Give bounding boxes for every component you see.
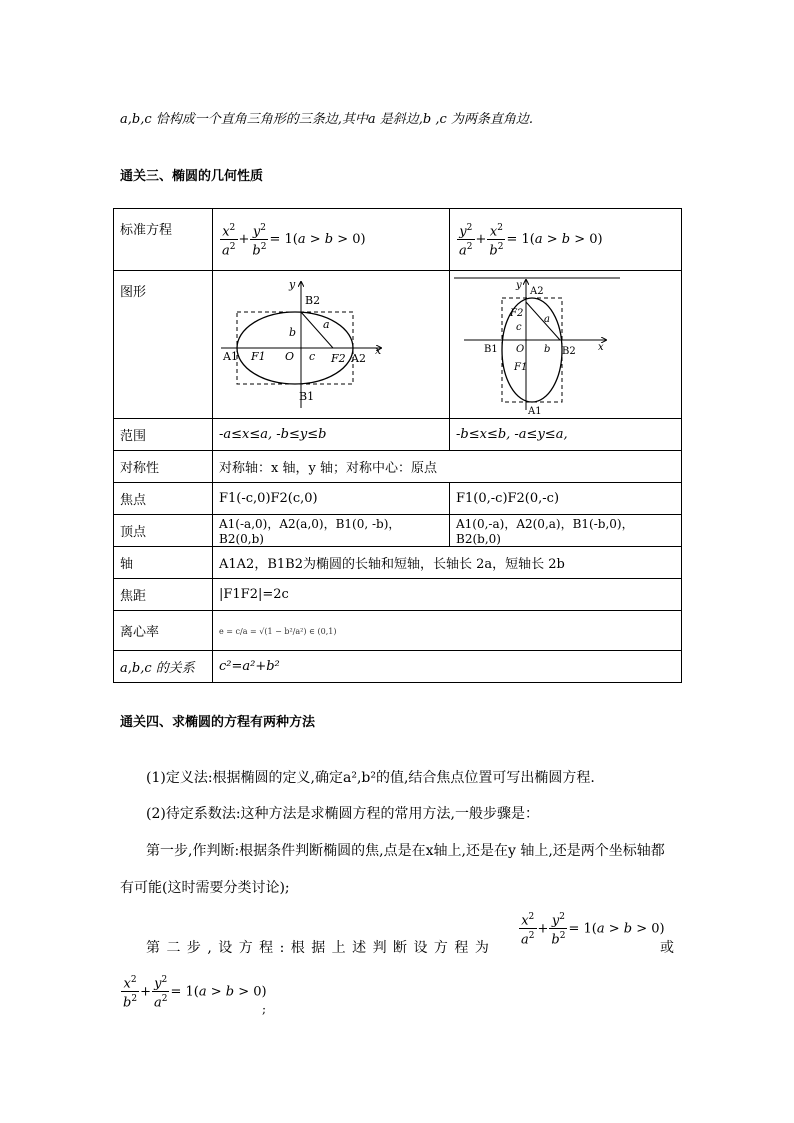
intro-line: a,b,c 恰构成一个直角三角形的三条边,其中a 是斜边,b ,c 为两条直角边. xyxy=(120,112,534,127)
step-2-or: 或 xyxy=(660,940,674,956)
fig1-label-b2: B2 xyxy=(305,293,321,307)
section-4-title: 通关四、求椭圆的方程有两种方法 xyxy=(120,715,316,730)
fig2-label-x: x xyxy=(598,341,604,353)
fig1-label-a: a xyxy=(323,317,330,331)
vertices-horizontal: A1(-a,0)，A2(a,0)，B1(0, -b)，B2(0,b) xyxy=(213,515,450,547)
method-1: (1)定义法:根据椭圆的定义,确定a²,b²的值,结合焦点位置可写出椭圆方程. xyxy=(146,770,595,786)
row-label: 轴 xyxy=(114,547,213,579)
fig2-label-b1: B1 xyxy=(484,343,498,355)
ellipse-properties-table xyxy=(113,208,682,683)
vertical-ellipse-figure xyxy=(450,272,680,418)
table-row xyxy=(114,483,682,515)
abc-relation-value: c²=a²+b² xyxy=(213,651,682,683)
eccentricity-value xyxy=(213,611,682,651)
table-row xyxy=(114,451,682,483)
axes-value: A1A2，B1B2为椭圆的长轴和短轴，长轴长 2a，短轴长 2b xyxy=(213,547,682,579)
fig1-label-y: y xyxy=(289,277,296,291)
table-row xyxy=(114,271,682,419)
foci-vertical: F1(0,-c)F2(0,-c) xyxy=(450,483,682,515)
eccentricity-formula: e = c/a = √(1 − b²/a²) ∈ (0,1) xyxy=(219,627,337,636)
step-2-equation-1: $\frac{x^2}{a^2}$ + $\frac{y^2}{b^2}$ = 1(a > b > 0) xyxy=(521,912,665,948)
fig2-label-f1: F1 xyxy=(514,361,528,373)
figure-horizontal-cell xyxy=(213,271,450,419)
fig2-label-o: O xyxy=(516,343,525,355)
method-2: (2)待定系数法:这种方法是求椭圆方程的常用方法,一般步骤是： xyxy=(146,806,539,822)
fig1-label-f2: F2 xyxy=(331,351,346,365)
row-label: 顶点 xyxy=(114,515,213,547)
fig2-label-c: c xyxy=(516,321,522,333)
table-row xyxy=(114,651,682,683)
table-row xyxy=(114,419,682,451)
equation-vertical: $\frac{y^2}{a^2}$ + $\frac{x^2}{b^2}$ = 1(a > b > 0) xyxy=(459,222,603,259)
fig2-label-a: a xyxy=(544,313,550,325)
fig2-label-a1: A1 xyxy=(528,405,542,417)
fig1-label-b1: B1 xyxy=(299,389,315,403)
equation-horizontal: $\frac{x^2}{a^2}$ + $\frac{y^2}{b^2}$ = 1(a > b > 0) xyxy=(222,222,366,259)
row-label: 标准方程 xyxy=(114,209,213,271)
fig1-label-a1: A1 xyxy=(223,349,238,363)
row-label: 图形 xyxy=(114,271,213,419)
fig1-label-x: x xyxy=(375,343,382,357)
range-vertical: -b≤x≤b, -a≤y≤a, xyxy=(450,419,682,451)
vertices-vertical: A1(0,-a)，A2(0,a)，B1(-b,0)，B2(b,0) xyxy=(450,515,682,547)
step-2-equation-2: $\frac{x^2}{b^2}$ + $\frac{y^2}{a^2}$ = 1(a > b > 0) xyxy=(123,975,267,1011)
foci-horizontal: F1(-c,0)F2(c,0) xyxy=(213,483,450,515)
standard-equation-vertical xyxy=(450,209,682,271)
step-1-line-2: 有可能(这时需要分类讨论); xyxy=(120,880,290,896)
table-row xyxy=(114,547,682,579)
horizontal-ellipse-figure xyxy=(213,272,449,418)
section-3-title: 通关三、椭圆的几何性质 xyxy=(120,169,264,184)
fig2-label-b: b xyxy=(544,343,551,355)
fig1-label-o: O xyxy=(285,349,295,363)
table-row xyxy=(114,611,682,651)
fig2-label-b2: B2 xyxy=(562,345,576,357)
table-row xyxy=(114,209,682,271)
symmetry-value: 对称轴：x 轴，y 轴；对称中心：原点 xyxy=(213,451,682,483)
fig1-label-c: c xyxy=(309,349,316,363)
step-1-line-1: 第一步,作判断:根据条件判断椭圆的焦,点是在x轴上,还是在y 轴上,还是两个坐标轴都 xyxy=(146,843,665,859)
table-row xyxy=(114,579,682,611)
step-2-text: 第 二 步 , 设 方 程 : 根 据 上 述 判 断 设 方 程 为 xyxy=(146,940,490,956)
figure-vertical-cell xyxy=(450,271,682,419)
row-label: 离心率 xyxy=(114,611,213,651)
fig2-label-f2: F2 xyxy=(510,307,524,319)
fig2-label-a2: A2 xyxy=(530,285,544,297)
fig1-label-a2: A2 xyxy=(351,351,366,365)
fig1-label-b: b xyxy=(289,325,297,339)
focal-distance-value: |F1F2|=2c xyxy=(213,579,682,611)
row-label: 焦点 xyxy=(114,483,213,515)
row-label: 范围 xyxy=(114,419,213,451)
fig2-label-y: y xyxy=(516,279,522,291)
fig1-label-f1: F1 xyxy=(251,349,266,363)
standard-equation-horizontal xyxy=(213,209,450,271)
table-row xyxy=(114,515,682,547)
step-2-end: ; xyxy=(262,1002,267,1016)
range-horizontal: -a≤x≤a, -b≤y≤b xyxy=(213,419,450,451)
row-label: 焦距 xyxy=(114,579,213,611)
row-label: a,b,c 的关系 xyxy=(114,651,213,683)
row-label: 对称性 xyxy=(114,451,213,483)
